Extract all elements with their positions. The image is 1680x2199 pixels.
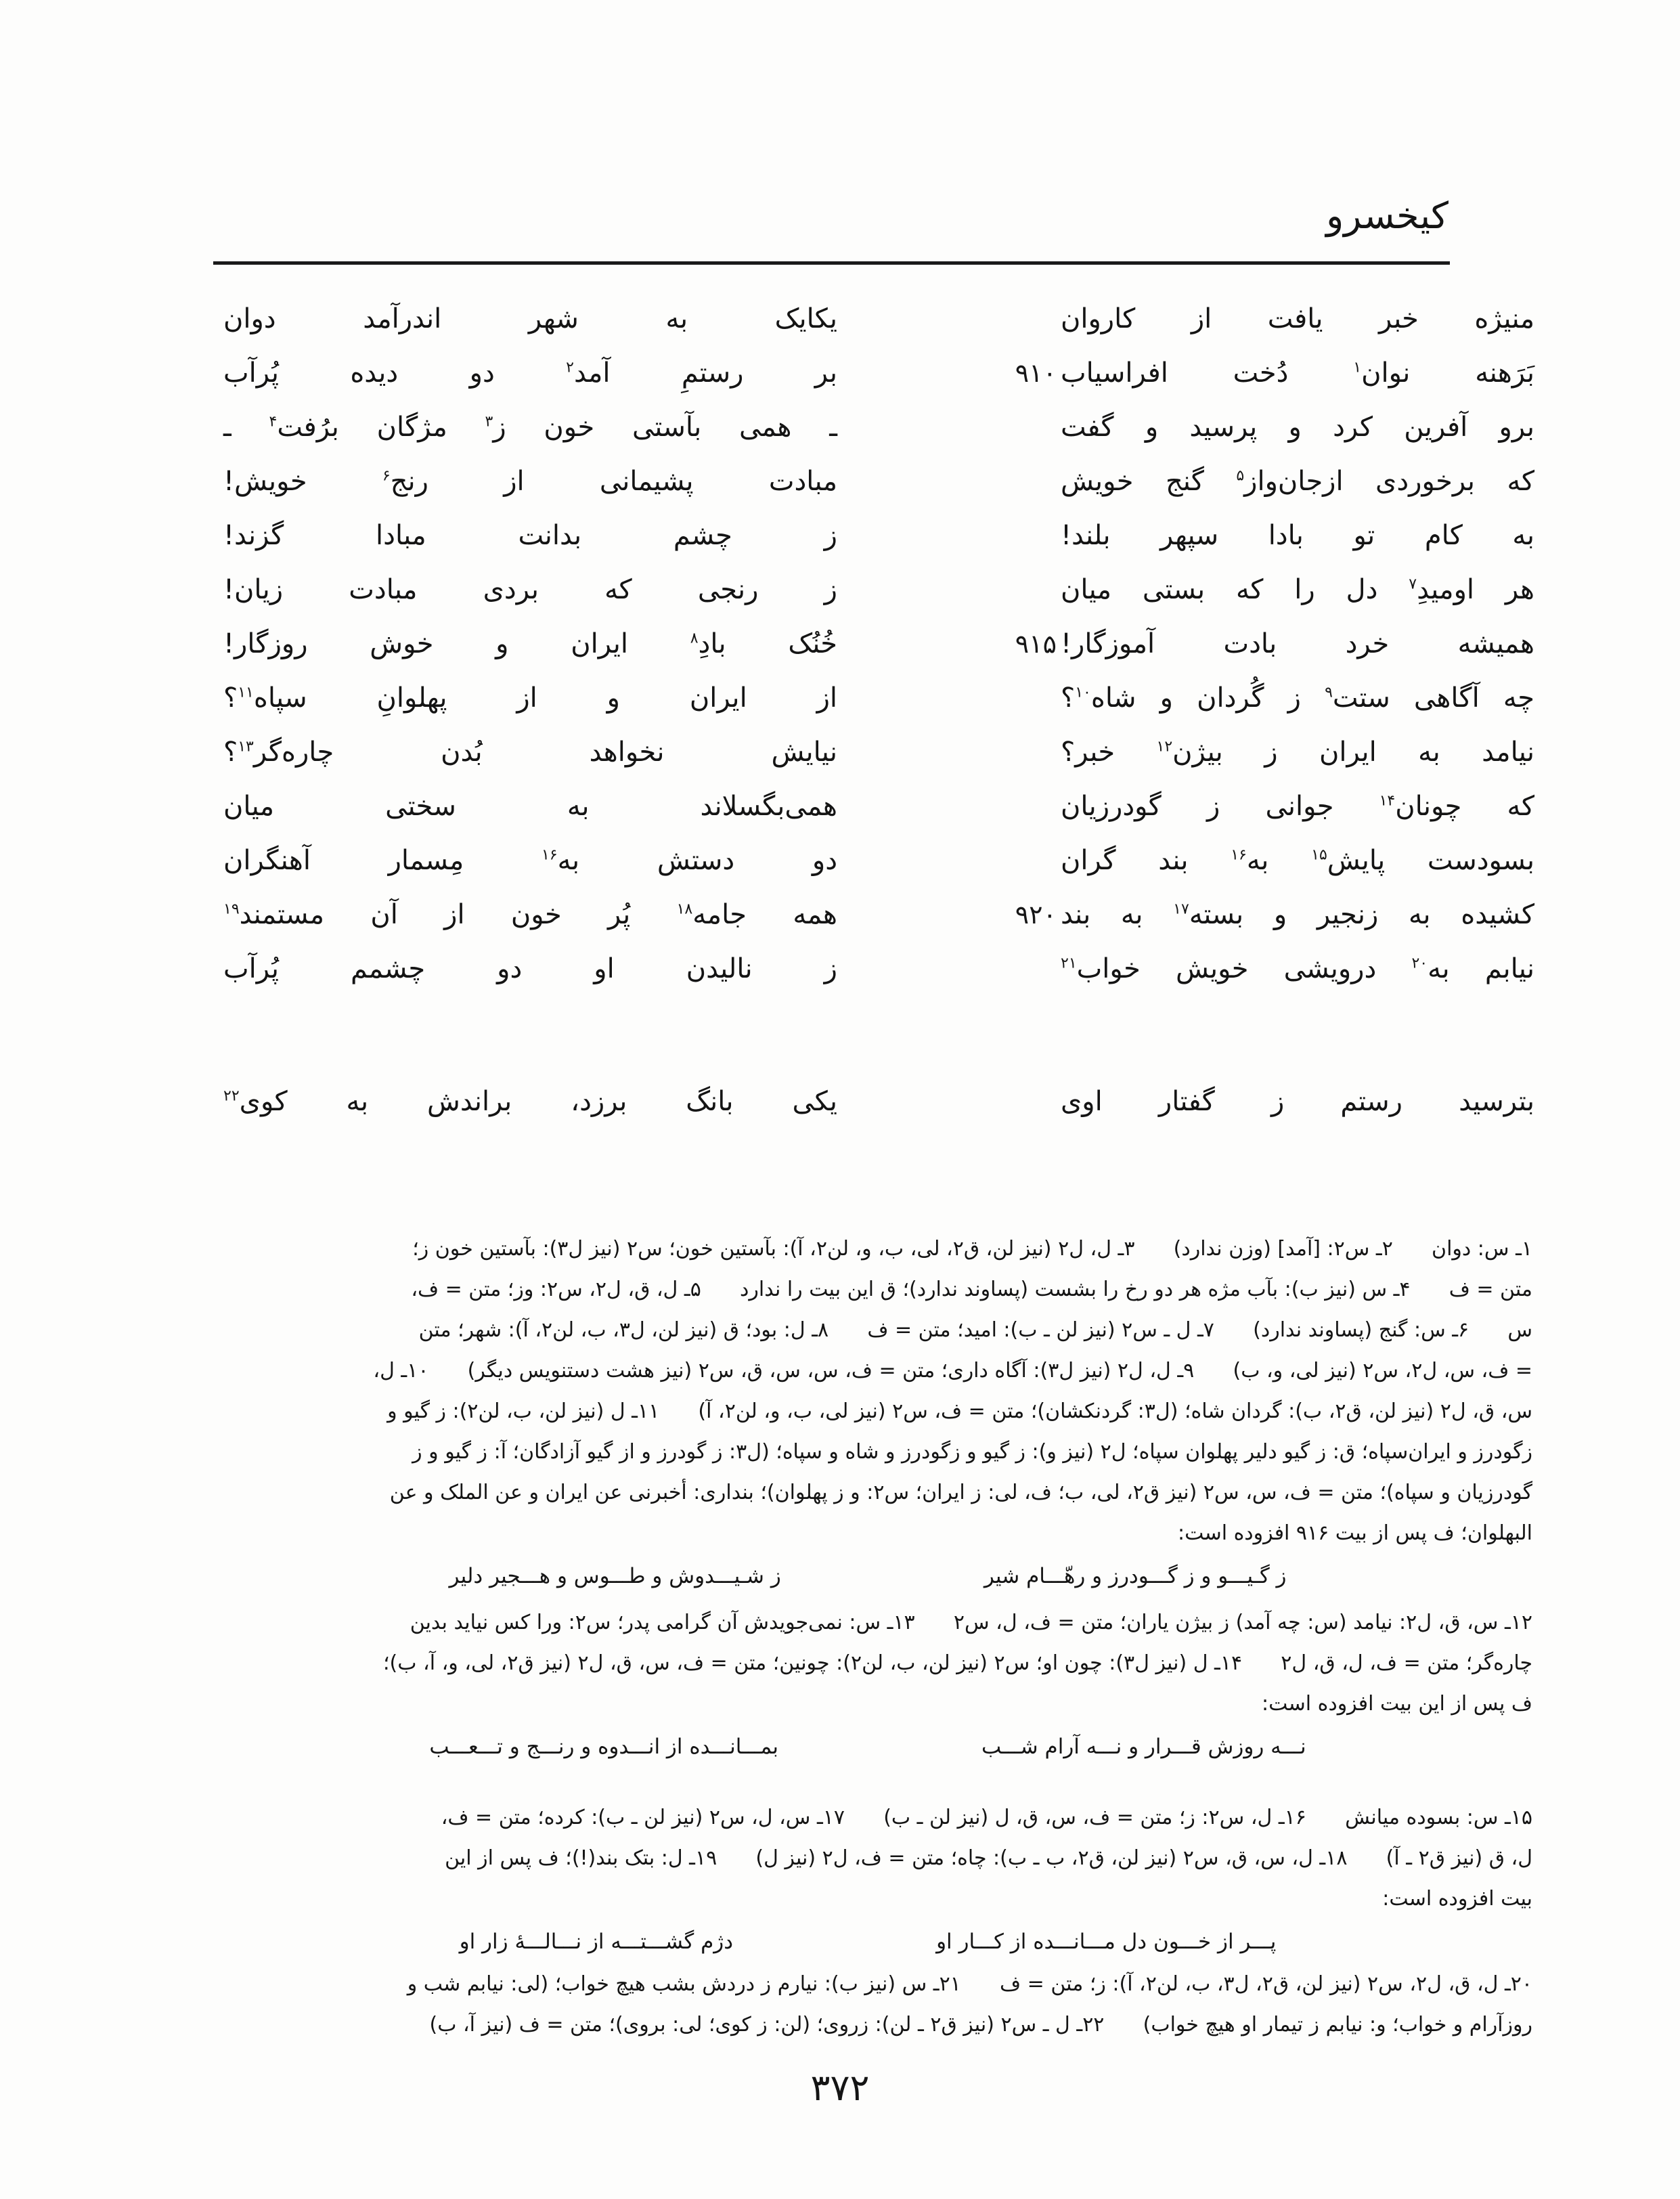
apparatus-line: ۲۰ـ ل، ق، ل۲، س۲ (نیز لن، ق۲، ل۳، ب، لن۲، آ): ز؛ متن = ف ۲۱ـ س (نیز ب): نیارم ز دردش بشب هیچ خواب؛ (لی: نیابم شب و: [407, 1972, 1532, 1996]
second-hemistich: دو دستش به$^{۱۶}$ مِسمار آهنگران: [223, 845, 838, 876]
apparatus-line: س، ق، ل۲ (نیز لن، ق۲، ب): گردان شاه؛ (ل۳: گردنکشان)؛ متن = ف، س۲ (نیز لی، ب، و، لن۲، آ) ۱۱ـ ل (نیز لن، ب، لن۲): ز گیو و: [387, 1399, 1532, 1423]
verse-number-gutter: [837, 629, 1061, 659]
second-hemistich: ز رنجی که بردی مبادت زیان!: [223, 574, 837, 605]
apparatus-inserted-verse: [203, 1919, 1532, 1964]
verse-number: ۹۱۵: [1015, 629, 1057, 659]
first-hemistich: به کام تو بادا سپهر بلند!: [1061, 520, 1534, 551]
apparatus-verse-right: نـــه روزش قـــرار و نـــه آرام شـــب: [981, 1735, 1306, 1759]
second-hemistich: از ایران و از پهلوانِ سپاه$^{۱۱}$؟: [223, 682, 837, 714]
second-hemistich: یکایک به شهر اندرآمد دوان: [223, 303, 837, 334]
verse-row: [223, 1086, 1534, 1140]
first-hemistich: که چونان$^{۱۴}$ جوانی ز گودرزیان: [1061, 791, 1534, 822]
second-hemistich: بر رستمِ آمد$^۲$ دو دیده پُرآب: [223, 357, 837, 389]
verse-row: [223, 791, 1534, 845]
verse-row: [223, 845, 1534, 899]
apparatus-line: متن = ف ۴ـ س (نیز ب): بآب مژه هر دو رخ را بشست (پساوند ندارد)؛ ق این بیت را ندارد ۵ـ ل، ق، ل۲، س۲: وز؛ متن = ف،: [411, 1278, 1532, 1301]
second-hemistich: همی‌بگسلاند به سختی میان: [223, 791, 837, 822]
second-hemistich: همه جامه$^{۱۸}$ پُر خون از آن مستمند$^{۱۹}$: [223, 899, 837, 930]
apparatus-line: = ف، س، ل۲، س۲ (نیز لی، و، ب) ۹ـ ل، ل۲ (نیز ل۳): آگاه داری؛ متن = ف، س، س، ق، س۲ (نیز هشت دستنویس دیگر) ۱۰ـ ل،: [373, 1359, 1532, 1382]
apparatus-line: ل، ق (نیز ق۲ ـ آ) ۱۸ـ ل، س، ق، س۲ (نیز لن، ق۲، ب ـ ب): چاه؛ متن = ف، ل۲ (نیز ل) ۱۹ـ ل: بتک بند(!)؛ ف پس از این: [445, 1846, 1532, 1870]
first-hemistich: چه آگاهی ستت$^۹$ ز گُردان و شاه$^{۱۰}$؟: [1061, 682, 1534, 714]
first-hemistich: همیشه خرد بادت آموزگار!: [1061, 628, 1534, 659]
verse-row: [223, 303, 1534, 357]
apparatus-line: بیت افزوده است:: [1382, 1887, 1532, 1911]
second-hemistich: یکی بانگ برزد، براندش به کوی$^{۲۲}$: [223, 1086, 837, 1117]
second-hemistich: خُنُک بادِ$^۸$ ایران و خوش روزگار!: [223, 628, 837, 659]
verse-row: [223, 412, 1534, 466]
apparatus-section: [203, 1229, 1532, 2045]
first-hemistich: نیابم به$^{۲۰}$ درویشی خویش خواب$^{۲۱}$: [1061, 953, 1534, 984]
verse-section: [223, 303, 1534, 1140]
verse-number-gutter: [837, 358, 1061, 388]
first-hemistich: بترسید رستم ز گفتار اوی: [1061, 1086, 1534, 1117]
header-rule: [213, 261, 1450, 265]
first-hemistich: نیامد به ایران ز بیژن$^{۱۲}$ خبر؟: [1061, 737, 1534, 768]
second-hemistich: نیایش نخواهد بُدن چاره‌گر$^{۱۳}$؟: [223, 737, 837, 768]
apparatus-inserted-verse: [203, 1724, 1532, 1769]
first-hemistich: برو آفرین کرد و پرسید و گفت: [1061, 412, 1534, 443]
apparatus-line: زگودرز و ایران‌سپاه؛ ق: ز گیو دلیر پهلوان سپاه؛ ل۲ (نیز و): ز گیو و زگودرز و شاه و سپاه؛ (ل۳: ز گودرز و از گیو آزادگان؛ آ: ز گیو و ز: [412, 1440, 1532, 1464]
verse-row: [223, 899, 1534, 953]
verse-number-gutter: [837, 900, 1061, 930]
apparatus-line: البهلوان؛ ف پس از بیت ۹۱۶ افزوده است:: [1178, 1521, 1532, 1545]
apparatus-verse-left: ز شـیـــدوش و طـــوس و هـــجیر دلیر: [449, 1564, 781, 1588]
verse-number: ۹۱۰: [1015, 358, 1057, 388]
apparatus-line: ۱۵ـ س: بسوده میانش ۱۶ـ ل، س۲: ز؛ متن = ف، س، ق، ل (نیز لن ـ ب) ۱۷ـ س، ل، س۲ (نیز لن ـ ب): کرده؛ متن = ف،: [441, 1806, 1532, 1829]
apparatus-line: ف پس از این بیت افزوده است:: [1262, 1692, 1532, 1716]
first-hemistich: کشیده به زنجیر و بسته$^{۱۷}$ به بند: [1061, 899, 1534, 930]
first-hemistich: منیژه خبر یافت از کاروان: [1061, 303, 1534, 334]
apparatus-verse-left: بمـــانـــده از انـــدوه و رنـــج و تـــعـــب: [429, 1735, 778, 1759]
first-hemistich: هر اومیدِ$^۷$ دل را که بستی میان: [1061, 574, 1534, 605]
verse-row: [223, 520, 1534, 574]
apparatus-line: ۱ـ س: دوان ۲ـ س۲: [آمد] (وزن ندارد) ۳ـ ل، ل۲ (نیز لن، ق۲، لی، ب، و، لن۲، آ): بآستین خون؛ س۲ (نیز ل۳): بآستین خون ز؛: [412, 1237, 1532, 1261]
apparatus-inserted-verse: [203, 1554, 1532, 1598]
first-hemistich: بسودست پایش$^{۱۵}$ به$^{۱۶}$ بند گران: [1061, 845, 1534, 876]
apparatus-line: س ۶ـ س: گنج (پساوند ندارد) ۷ـ ل ـ س۲ (نیز لن ـ ب): امید؛ متن = ف ۸ـ ل: بود؛ ق (نیز لن، ل۳، ب، لن۲، آ): شهر؛ متن: [418, 1318, 1532, 1342]
first-hemistich: که برخوردی ازجان‌واز$^۵$ گنج خویش: [1061, 466, 1534, 497]
verse-row: [223, 682, 1534, 737]
page-number: ۳۷۲: [810, 2066, 870, 2109]
first-hemistich: بَرَهنه نوان$^۱$ دُخت افراسیاب: [1061, 357, 1535, 389]
second-hemistich: ـ همی بآستی خون ز$^۳$ مژگان برُفت$^۴$ ـ: [223, 412, 837, 443]
verse-row: [223, 737, 1534, 791]
verse-row: [223, 466, 1534, 520]
apparatus-verse-right: پـــر از خـــون دل مـــانـــده از کـــار او: [936, 1930, 1277, 1954]
apparatus-line: گودرزیان و سپاه)؛ متن = ف، س، س۲ (نیز ق۲، لی، ب؛ ف، لی: ز ایران؛ س۲: و ز پهلوان)؛ بنداری: أخبرنی عن ایران و عن الملک و عن: [389, 1481, 1532, 1504]
second-hemistich: ز چشم بدانت مبادا گزند!: [223, 520, 837, 551]
apparatus-verse-left: دژم گشـــتـــه از نـــالـــهٔ زار او: [459, 1930, 734, 1954]
verse-row: [223, 628, 1534, 682]
second-hemistich: ز نالیدن او دو چشمم پُرآب: [223, 953, 837, 984]
verse-row: [223, 574, 1534, 628]
page-title: کیخسرو: [1326, 194, 1449, 237]
apparatus-line: چاره‌گر؛ متن = ف، ل، ق، ل۲ ۱۴ـ ل (نیز ل۳): چون او؛ س۲ (نیز لن، ب، لن۲): چونین؛ متن = ف، س، ق، ل۲ (نیز ق۲، لی، و، آ، ب)؛: [383, 1651, 1532, 1675]
verse-row: [223, 357, 1534, 412]
apparatus-line: ۱۲ـ س، ق، ل۲: نیامد (س: چه آمد) ز بیژن یاران؛ متن = ف، ل، س۲ ۱۳ـ س: نمی‌جویدش آن گرامی پدر؛ س۲: ورا کس نیاید بدین: [410, 1611, 1532, 1634]
second-hemistich: مبادت پشیمانی از رنج$^۶$ خویش!: [223, 466, 837, 497]
verse-number: ۹۲۰: [1015, 900, 1057, 930]
verse-row: [223, 953, 1534, 1007]
apparatus-line: روزآرام و خواب؛ و: نیابم ز تیمار او هیچ خواب) ۲۲ـ ل ـ س۲ (نیز ق۲ ـ لن): زروی؛ (لن: ز کوی؛ لی: بروی)؛ متن = ف (نیز آ، ب): [429, 2013, 1532, 2037]
apparatus-verse-right: ز گـیـــو و ز گـــودرز و رهّـــام شیر: [983, 1564, 1287, 1588]
